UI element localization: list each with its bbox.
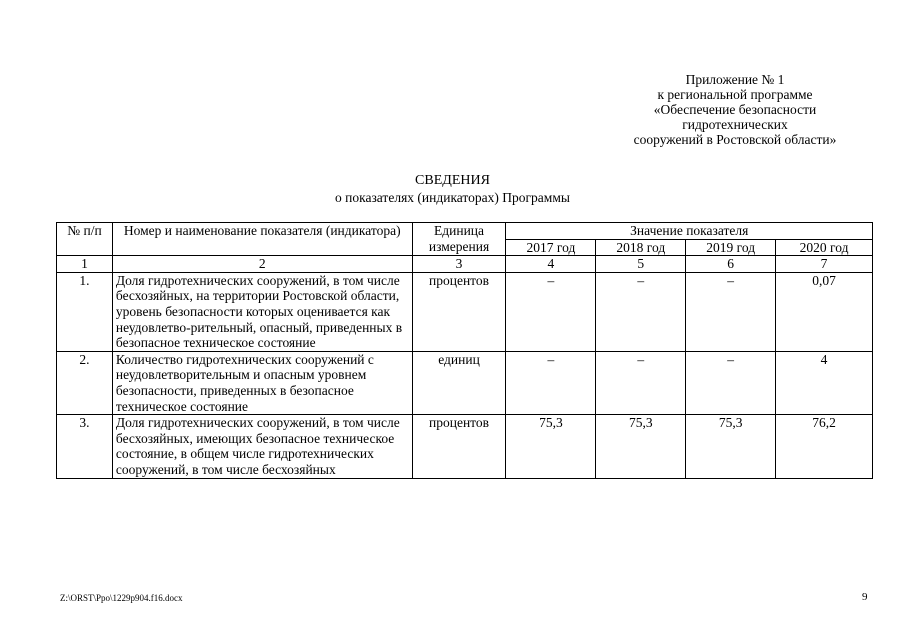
column-number: 6 — [686, 256, 776, 273]
indicators-table — [56, 222, 873, 479]
document-subtitle: о показателях (индикаторах) Программы — [335, 190, 570, 205]
appendix-line-1: Приложение № 1 — [685, 72, 785, 87]
header-value-group: Значение показателя — [506, 223, 873, 240]
column-number: 7 — [776, 256, 873, 273]
header-year: 2018 год — [596, 239, 686, 256]
row-value: 75,3 — [596, 415, 686, 478]
document-title: СВЕДЕНИЯ — [415, 173, 490, 188]
table-row — [57, 415, 873, 478]
row-name: Доля гидротехнических сооружений, в том числе бесхозяйных, имеющих безопасное техническое состояние, в общем числе гидротехнических сооружений, в том числе бесхозяйных — [112, 415, 412, 478]
row-value: – — [596, 351, 686, 414]
appendix-line-4: гидротехнических — [682, 117, 788, 132]
row-num: 3. — [57, 415, 113, 478]
header-unit: Единица измерения — [412, 223, 506, 256]
row-name: Количество гидротехнических сооружений с неудовлетворительным и опасным уровнем безопасности, приведенных в безопасное техническое состояние — [112, 351, 412, 414]
column-number-row — [57, 256, 873, 273]
column-number: 1 — [57, 256, 113, 273]
appendix-block — [560, 72, 905, 147]
header-year: 2019 год — [686, 239, 776, 256]
footer-file-path: Z:\ORST\Ppo\1229p904.f16.docx — [60, 593, 183, 603]
header-num: № п/п — [57, 223, 113, 256]
column-number: 4 — [506, 256, 596, 273]
header-year: 2020 год — [776, 239, 873, 256]
row-unit: процентов — [412, 272, 506, 351]
table-row — [57, 351, 873, 414]
row-name: Доля гидротехнических сооружений, в том числе бесхозяйных, на территории Ростовской области, уровень безопасности которых оценивается как неудовлетво-рительный, опасный, приведенных в безопасное техническое состояние — [112, 272, 412, 351]
appendix-line-5: сооружений в Ростовской области» — [633, 132, 837, 147]
header-name: Номер и наименование показателя (индикатора) — [112, 223, 412, 256]
row-value: 0,07 — [776, 272, 873, 351]
column-number: 3 — [412, 256, 506, 273]
row-value: 4 — [776, 351, 873, 414]
appendix-line-2: к региональной программе — [657, 87, 813, 102]
row-num: 1. — [57, 272, 113, 351]
row-num: 2. — [57, 351, 113, 414]
header-row — [57, 223, 873, 240]
column-number: 5 — [596, 256, 686, 273]
row-unit: единиц — [412, 351, 506, 414]
table-row — [57, 272, 873, 351]
footer-page-number: 9 — [862, 591, 868, 603]
row-value: – — [506, 272, 596, 351]
header-year: 2017 год — [506, 239, 596, 256]
row-value: 75,3 — [506, 415, 596, 478]
row-unit: процентов — [412, 415, 506, 478]
row-value: – — [686, 351, 776, 414]
row-value: – — [596, 272, 686, 351]
row-value: – — [506, 351, 596, 414]
row-value: 75,3 — [686, 415, 776, 478]
row-value: – — [686, 272, 776, 351]
appendix-line-3: «Обеспечение безопасности — [653, 102, 817, 117]
row-value: 76,2 — [776, 415, 873, 478]
column-number: 2 — [112, 256, 412, 273]
